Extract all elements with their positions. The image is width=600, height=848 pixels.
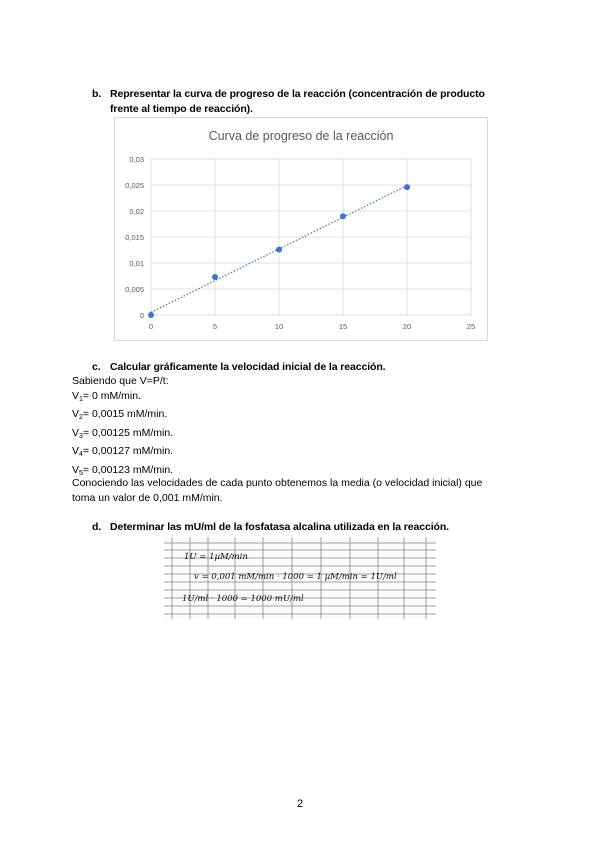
- velocity-value: = 0,0015 mM/min.: [82, 408, 168, 420]
- velocity-subscript: 5: [79, 469, 83, 477]
- x-tick-label: 5: [212, 322, 218, 331]
- mean-velocity-paragraph: [72, 476, 522, 505]
- velocity-subscript: 3: [79, 432, 83, 440]
- paragraph-line1: Conociendo las velocidades de cada punto obtenemos la media (o velocidad inicial) que: [72, 477, 483, 489]
- handwriting-line3: 1U/ml · 1000 = 1000 mU/ml: [182, 594, 304, 604]
- section-d-title: Determinar las mU/ml de la fosfatasa alcalina utilizada en la reacción.: [110, 521, 449, 533]
- section-d-heading: [92, 520, 449, 535]
- y-tick-label: 0,005: [125, 285, 144, 294]
- velocity-value: = 0,00127 mM/min.: [82, 445, 174, 457]
- velocity-item: [72, 407, 173, 426]
- handwritten-calculation-image: [164, 537, 436, 619]
- data-point: [212, 274, 218, 280]
- velocity-item: [72, 426, 173, 445]
- velocity-symbol: V: [72, 408, 80, 420]
- x-tick-label: 0: [148, 322, 154, 331]
- handwriting-line2: v = 0,001 mM/min · 1000 = 1 µM/min = 1U/ml: [194, 572, 397, 582]
- chart-title: Curva de progreso de la reacción: [208, 129, 394, 143]
- section-b-letter: b.: [92, 88, 102, 100]
- velocity-symbol: V: [72, 445, 80, 457]
- y-tick-label: 0,015: [125, 233, 144, 242]
- velocity-subscript: 2: [79, 414, 83, 421]
- handwriting-line1: 1U = 1µM/min: [184, 552, 248, 562]
- progress-curve-chart: [114, 117, 488, 341]
- velocity-value: = 0,00123 mM/min.: [82, 463, 174, 476]
- x-tick-label: 10: [274, 322, 284, 331]
- chart-svg: [115, 118, 487, 340]
- data-point: [404, 184, 410, 190]
- y-tick-label: 0,02: [129, 207, 144, 216]
- velocity-intro: Sabiendo que V=P/t:: [72, 375, 169, 387]
- x-tick-label: 20: [402, 322, 412, 331]
- velocity-list: [72, 374, 173, 481]
- page-number: 2: [296, 798, 304, 810]
- velocity-item: [72, 444, 173, 463]
- y-tick-label: 0,01: [129, 259, 144, 268]
- section-b-heading: [92, 87, 522, 117]
- velocity-value: = 0,00125 mM/min.: [82, 426, 174, 439]
- y-tick-label: 0: [139, 311, 144, 320]
- velocity-symbol: V: [72, 463, 80, 476]
- paragraph-line2: toma un valor de 0,001 mM/min.: [72, 491, 223, 504]
- velocity-subscript: 4: [79, 451, 83, 458]
- data-point: [340, 213, 346, 219]
- section-d-letter: d.: [92, 521, 102, 533]
- velocity-item: [72, 389, 173, 408]
- section-b-line2: frente al tiempo de reacción).: [110, 103, 253, 115]
- section-c-title: Calcular gráficamente la velocidad inicial de la reacción.: [110, 361, 386, 373]
- velocity-symbol: V: [72, 389, 80, 402]
- section-c-heading: [92, 360, 386, 375]
- velocity-symbol: V: [72, 426, 80, 439]
- section-c-letter: c.: [92, 361, 101, 373]
- data-point: [276, 246, 282, 252]
- data-point: [148, 312, 154, 318]
- velocity-subscript: 1: [79, 395, 83, 403]
- y-tick-label: 0,03: [129, 155, 144, 164]
- y-tick-label: 0,025: [125, 181, 144, 190]
- velocity-value: = 0 mM/min.: [82, 389, 141, 402]
- x-tick-label: 25: [466, 322, 476, 331]
- x-tick-label: 15: [338, 322, 348, 331]
- section-b-line1: Representar la curva de progreso de la reacción (concentración de producto: [110, 88, 485, 100]
- handwriting-svg: [164, 537, 436, 619]
